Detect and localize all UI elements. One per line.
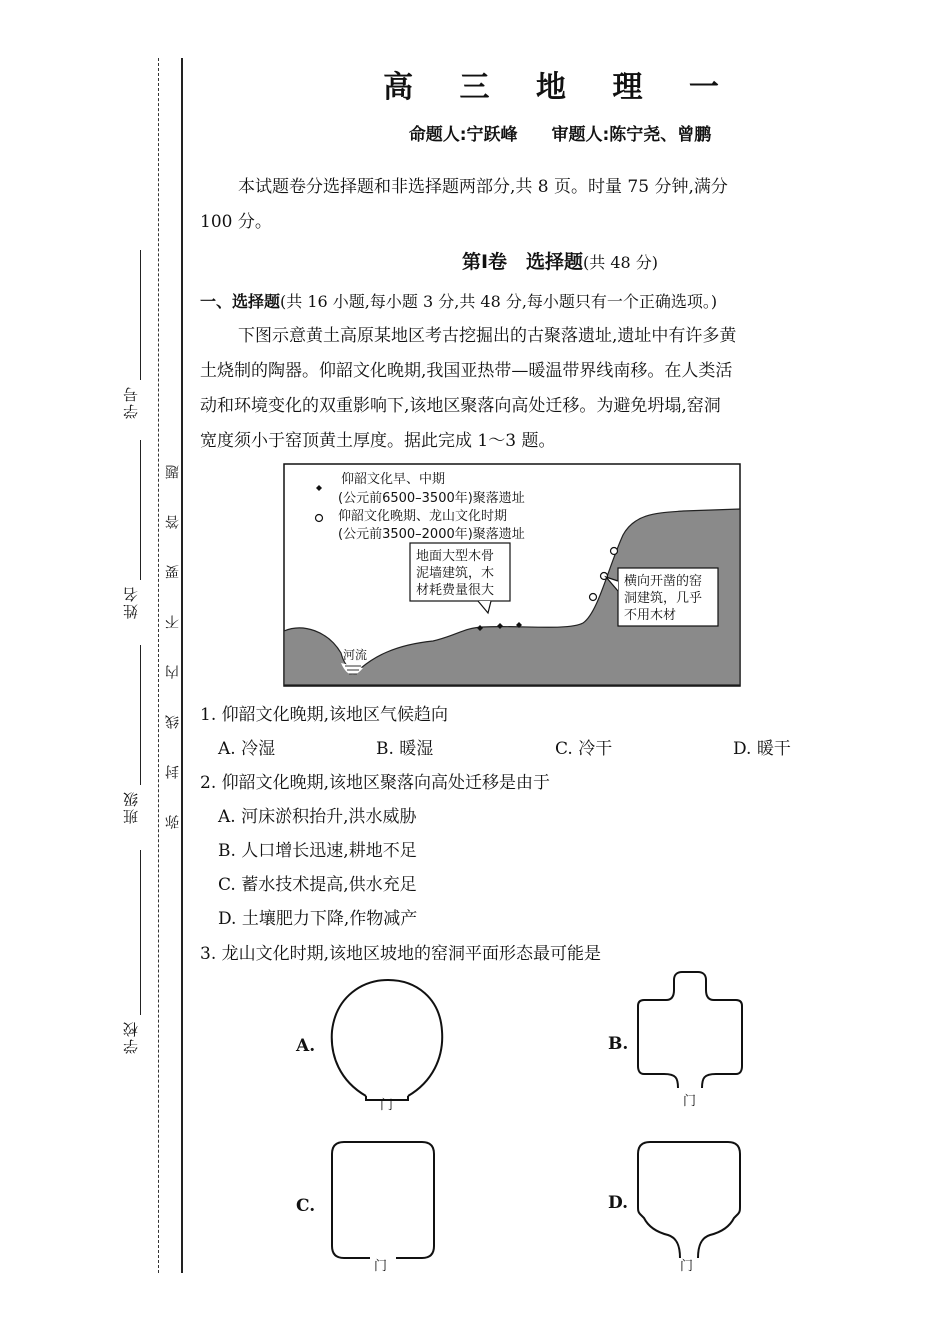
label-banji: 班级 [122,790,140,824]
seal-char: 答 [165,515,181,529]
settlement-figure [283,463,741,687]
part-heading-rest: (共 16 小题,每小题 3 分,共 48 分,每小题只有一个正确选项。) [280,292,718,311]
legend-early-line-2: (公元前6500–3500年)聚落遗址 [338,491,525,506]
section-title [180,247,940,274]
question-3-stem: 3. 龙山文化时期,该地区坡地的窑洞平面形态最可能是 [200,944,602,964]
seal-char: 题 [165,465,181,479]
door-label-a: 门 [380,1098,394,1111]
section-points: (共 48 分) [583,253,659,272]
door-label-c: 门 [374,1259,388,1274]
question-1-stem: 1. 仰韶文化晚期,该地区气候趋向 [200,705,449,725]
q2-option-d[interactable]: D. 土壤肥力下降,作物减产 [218,909,418,929]
seal-char: 要 [165,565,181,579]
seal-char: 线 [165,715,181,729]
intro-line-1: 本试题卷分选择题和非选择题两部分,共 8 页。时量 75 分钟,满分 [238,177,728,197]
exam-title: 高 三 地 理 一 [383,70,737,105]
binding-line-outer [158,58,160,1273]
passage-line-3: 动和环境变化的双重影响下,该地区聚落向高处迁移。为避免坍塌,窑洞 [200,396,721,416]
q2-option-a[interactable]: A. 河床淤积抬升,洪水威胁 [218,807,417,827]
door-label-b: 门 [683,1094,697,1109]
reviewer: 审题人:陈宁尧、曾鹏 [551,125,712,145]
legend-early-line-1: 仰韶文化早、中期 [341,472,446,487]
q3-shape-b[interactable] [636,970,746,1110]
seal-char: 弥 [165,815,181,829]
q1-option-c[interactable]: C. 冷干 [555,739,613,759]
river-label: 河流 [343,648,368,662]
q2-option-b[interactable]: B. 人口增长迅速,耕地不足 [218,841,417,861]
callout-1-line-2: 泥墙建筑，木 [416,566,495,581]
seal-char: 不 [165,615,181,629]
callout-1-line-3: 材耗费量很大 [416,583,495,598]
field-banji-line[interactable] [140,645,141,785]
q3-option-b-label[interactable]: B. [608,1034,629,1054]
question-2-stem: 2. 仰韶文化晚期,该地区聚落向高处迁移是由于 [200,773,551,793]
q3-shape-c[interactable] [330,1140,440,1275]
callout-1-line-1: 地面大型木骨 [416,549,495,564]
part-heading [200,285,840,319]
q1-option-b[interactable]: B. 暖湿 [376,739,434,759]
seal-char: 封 [165,765,181,779]
q3-shape-d[interactable] [636,1140,746,1275]
passage-line-4: 宽度须小于窑顶黄土厚度。据此完成 1～3 题。 [200,431,556,451]
setter: 命题人:宁跃峰 [408,125,518,145]
q3-option-d-label[interactable]: D. [608,1193,629,1213]
legend-late-line-1: 仰韶文化晚期、龙山文化时期 [338,509,508,524]
intro-line-2: 100 分。 [200,212,272,232]
section-name: 第Ⅰ卷 选择题 [461,251,584,273]
q2-option-c[interactable]: C. 蓄水技术提高,供水充足 [218,875,417,895]
field-xuehao-line[interactable] [140,250,141,380]
passage-line-1: 下图示意黄土高原某地区考古挖掘出的古聚落遗址,遗址中有许多黄 [238,326,737,346]
legend-late-icon [316,515,323,522]
callout-2-line-3: 不用木材 [624,608,677,623]
q1-option-d[interactable]: D. 暖干 [733,739,791,759]
q1-option-a[interactable]: A. 冷湿 [218,739,276,759]
legend-late-line-2: (公元前3500–2000年)聚落遗址 [338,527,525,542]
seal-char: 内 [165,665,181,679]
field-xuexiao-line[interactable] [140,850,141,1015]
part-heading-bold: 一、选择题 [200,292,281,311]
q3-shape-a[interactable] [328,976,448,1111]
door-label-d: 门 [680,1259,694,1274]
passage-line-2: 土烧制的陶器。仰韶文化晚期,我国亚热带—暖温带界线南移。在人类活 [200,361,733,381]
callout-2-line-2: 洞建筑，几乎 [624,591,703,606]
label-xingming: 姓名 [122,585,140,619]
field-xingming-line[interactable] [140,440,141,580]
label-xuehao: 学号 [122,385,140,419]
callout-2-line-1: 横向开凿的窑 [624,574,703,589]
q3-option-a-label[interactable]: A. [296,1036,316,1056]
q3-option-c-label[interactable]: C. [296,1196,316,1216]
label-xuexiao: 学校 [122,1020,140,1054]
authors [180,120,940,145]
